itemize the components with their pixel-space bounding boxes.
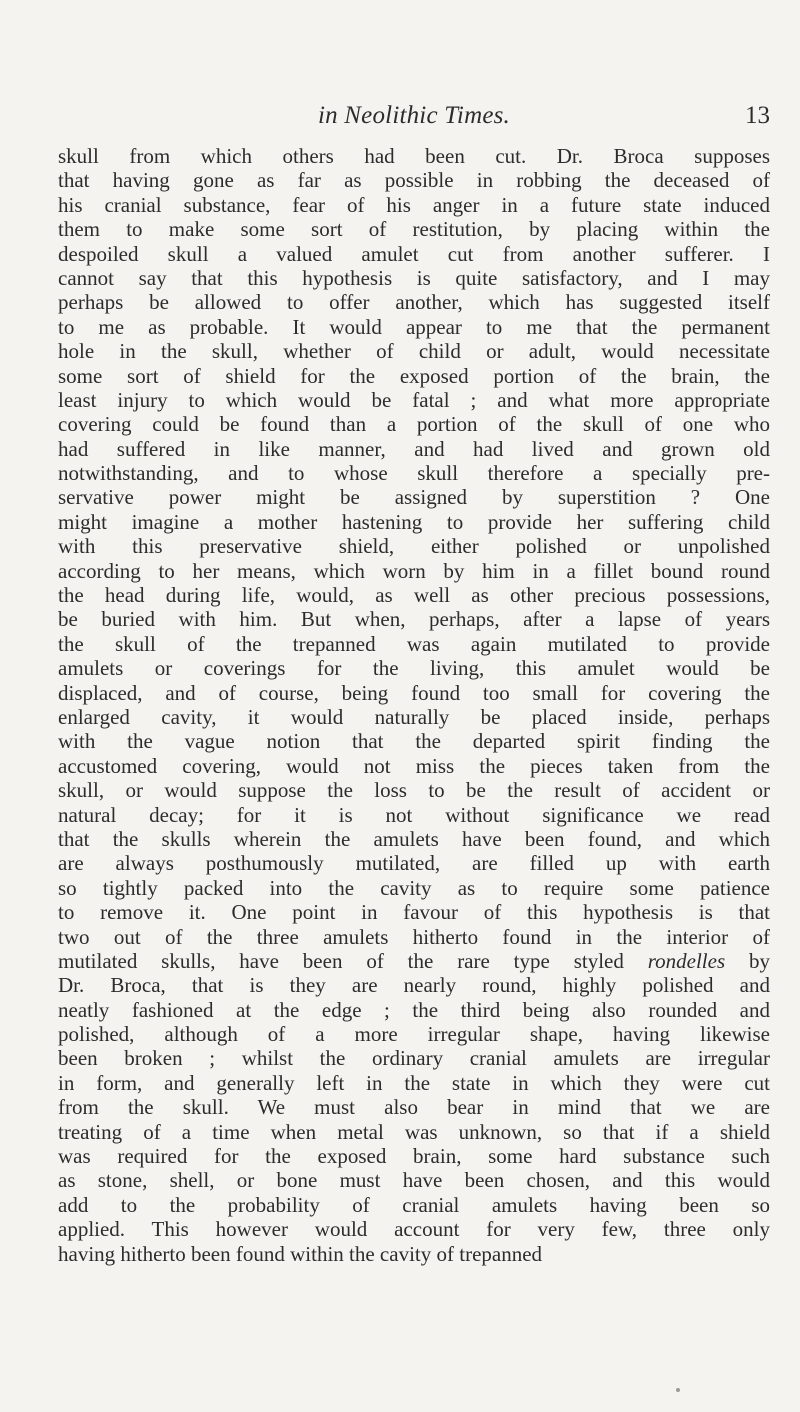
text-line: to remove it. One point in favour of this hypothesis is that — [58, 900, 770, 925]
text-line: in form, and generally left in the state in which they were cut — [58, 1070, 770, 1095]
text-line: polished, although of a more irregular shape, having likewise — [58, 1022, 770, 1047]
running-head — [58, 100, 770, 132]
text-line: amulets or coverings for the living, this amulet would be — [58, 656, 770, 681]
text-line: so tightly packed into the cavity as to require some patience — [58, 875, 770, 900]
text-line: them to make some sort of restitution, by placing within the — [58, 217, 770, 242]
text-line: skull from which others had been cut. Dr. Broca supposes — [58, 144, 770, 168]
text-line: was required for the exposed brain, some hard substance such — [58, 1144, 770, 1169]
text-line: with the vague notion that the departed spirit finding the — [58, 729, 770, 754]
text-line: been broken ; whilst the ordinary cranial amulets are irregular — [58, 1046, 770, 1071]
text-line: had suffered in like manner, and had lived and grown old — [58, 436, 770, 461]
text-line: with this preservative shield, either polished or unpolished — [58, 534, 770, 559]
text-line: from the skull. We must also bear in mind that we are — [58, 1095, 770, 1120]
text-line: accustomed covering, would not miss the pieces taken from the — [58, 753, 770, 778]
text-line: some sort of shield for the exposed portion of the brain, the — [58, 363, 770, 388]
text-line: the skull of the trepanned was again mutilated to provide — [58, 631, 770, 656]
text-line: hole in the skull, whether of child or adult, would necessitate — [58, 339, 770, 364]
print-speck — [676, 1388, 680, 1392]
page-number: 13 — [745, 102, 770, 129]
text-line: his cranial substance, fear of his anger in a future state induced — [58, 192, 770, 217]
text-line: Dr. Broca, that is they are nearly round, highly polished and — [58, 973, 770, 998]
text-line: two out of the three amulets hitherto found in the interior of — [58, 924, 770, 949]
text-line: that the skulls wherein the amulets have been found, and which — [58, 826, 770, 851]
text-line: least injury to which would be fatal ; and what more appropriate — [58, 387, 770, 412]
text-line: notwithstanding, and to whose skull therefore a specially pre- — [58, 461, 770, 486]
text-line: enlarged cavity, it would naturally be placed inside, perhaps — [58, 704, 770, 729]
body-text — [58, 144, 770, 1266]
text-line: perhaps be allowed to offer another, which has suggested itself — [58, 290, 770, 315]
text-line: cannot say that this hypothesis is quite satisfactory, and I may — [58, 265, 770, 290]
text-line: servative power might be assigned by superstition ? One — [58, 485, 770, 510]
text-line: that having gone as far as possible in robbing the deceased of — [58, 168, 770, 193]
text-line: having hitherto been found within the cavity of trepanned — [58, 1241, 543, 1266]
text-line: the head during life, would, as well as other precious possessions, — [58, 583, 770, 608]
text-line: are always posthumously mutilated, are filled up with earth — [58, 851, 770, 876]
text-line: be buried with him. But when, perhaps, after a lapse of years — [58, 607, 770, 632]
text-line: skull, or would suppose the loss to be the result of accident or — [58, 778, 770, 803]
text-line: displaced, and of course, being found too small for covering the — [58, 680, 770, 705]
text-line: applied. This however would account for very few, three only — [58, 1217, 770, 1242]
text-line: covering could be found than a portion of the skull of one who — [58, 412, 770, 437]
running-title: in Neolithic Times. — [318, 102, 510, 129]
text-line: add to the probability of cranial amulets having been so — [58, 1192, 770, 1217]
text-line: neatly fashioned at the edge ; the third being also rounded and — [58, 997, 770, 1022]
text-line: mutilated skulls, have been of the rare type styled rondelles by — [58, 948, 770, 973]
text-line: to me as probable. It would appear to me that the permanent — [58, 314, 770, 339]
text-line: treating of a time when metal was unknown, so that if a shield — [58, 1119, 770, 1144]
text-line: as stone, shell, or bone must have been chosen, and this would — [58, 1168, 770, 1193]
text-line: despoiled skull a valued amulet cut from another sufferer. I — [58, 241, 770, 266]
text-line: according to her means, which worn by him in a fillet bound round — [58, 558, 770, 583]
text-line: might imagine a mother hastening to provide her suffering child — [58, 509, 770, 534]
text-line: natural decay; for it is not without significance we read — [58, 802, 770, 827]
